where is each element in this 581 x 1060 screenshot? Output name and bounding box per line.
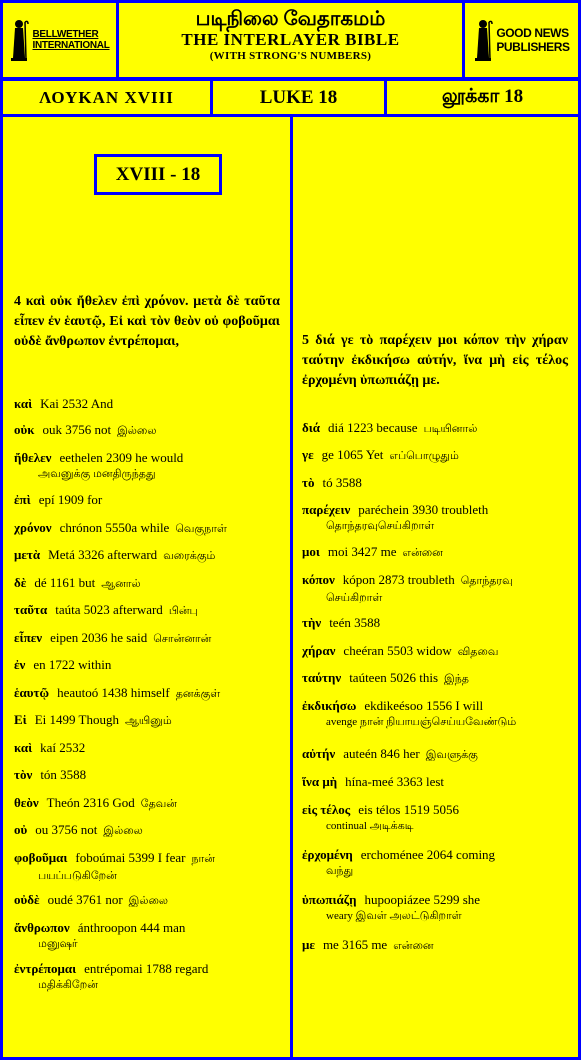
word-entry — [14, 739, 280, 756]
word-entry — [302, 446, 568, 465]
word-entry — [302, 669, 568, 688]
transliteration: eis télos 1519 5056 — [358, 802, 459, 817]
transliteration: heautoó 1438 himself — [57, 685, 170, 700]
word-entry — [14, 960, 280, 994]
tamil-gloss: இவளுக்கு — [425, 749, 478, 761]
verse-5-greek: 5 διά γε τὸ παρέχειν μοι κόπον τὴν χήραν ταύτην ἐκδικήσω αὐτήν, ἵνα μὴ εἰς τέλος ἐρχομένη ὑπωπιάζῃ με. — [302, 333, 568, 388]
transliteration: diá 1223 because — [328, 420, 418, 435]
greek-word: ἐκδικήσω — [302, 698, 357, 713]
title-subtitle: (WITH STRONG'S NUMBERS) — [209, 50, 372, 62]
tamil-gloss: வரைக்கும் — [163, 550, 216, 562]
word-entry — [302, 543, 568, 562]
greek-word: φοβοῦμαι — [14, 850, 68, 865]
shepherd-icon — [473, 18, 493, 62]
word-entry — [14, 794, 280, 813]
greek-word: εἰς τέλος — [302, 802, 351, 817]
transliteration: taúta 5023 afterward — [55, 602, 163, 617]
transliteration: paréchein 3930 troubleth — [358, 502, 489, 517]
greek-word: ἄνθρωπον — [14, 920, 70, 935]
good-news-logo — [462, 0, 581, 80]
tamil-gloss: விதவை — [457, 646, 499, 658]
word-entry — [14, 821, 280, 840]
tamil-gloss: தனக்குள் — [175, 688, 221, 700]
gloss-continuation: மனுஷர் — [38, 938, 78, 950]
tamil-gloss: வெகுநாள் — [175, 523, 227, 535]
word-entry — [14, 711, 280, 730]
greek-word: τὸ — [302, 475, 315, 490]
greek-word: γε — [302, 447, 314, 462]
transliteration: chrónon 5550a while — [59, 520, 170, 535]
transliteration: foboúmai 5399 I fear — [75, 850, 186, 865]
transliteration: tó 3588 — [322, 475, 362, 490]
title-tamil: படிநிலை வேதாகமம் — [195, 8, 386, 30]
greek-word: διά — [302, 420, 321, 435]
tab-tamil-title — [384, 78, 581, 117]
shepherd-icon — [9, 18, 29, 62]
bellwether-line1: BELLWETHER — [32, 29, 99, 40]
tamil-gloss: இல்லை — [128, 895, 169, 907]
greek-word: με — [302, 937, 315, 952]
tamil-gloss: சொன்னான் — [153, 633, 212, 645]
bellwether-line2: INTERNATIONAL — [32, 40, 110, 51]
word-entry — [14, 519, 280, 538]
transliteration: Ei 1499 Though — [34, 712, 119, 727]
greek-word: ταῦτα — [14, 602, 48, 617]
tamil-gloss: தேவன் — [140, 798, 177, 810]
greek-word: ἐρχομένη — [302, 847, 353, 862]
greek-word: Εἰ — [14, 712, 27, 727]
word-entry — [14, 684, 280, 703]
transliteration: moi 3427 me — [327, 544, 397, 559]
transliteration: entrépomai 1788 regard — [84, 961, 209, 976]
transliteration: eipen 2036 he said — [50, 630, 148, 645]
tamil-gloss: நான் — [191, 853, 215, 865]
word-entry — [14, 449, 280, 483]
tamil-gloss: பின்பு — [168, 605, 198, 617]
word-entry — [14, 629, 280, 648]
greek-word: ἵνα μὴ — [302, 774, 338, 789]
word-entry — [302, 642, 568, 661]
greek-word: καὶ — [14, 396, 33, 411]
word-entry — [14, 919, 280, 953]
greek-word: ὑπωπιάζῃ — [302, 892, 357, 907]
word-entry — [14, 656, 280, 673]
gloss-continuation: continual அடிக்கடி — [326, 820, 414, 832]
transliteration: ánthroopon 444 man — [77, 920, 186, 935]
greek-word: εἶπεν — [14, 630, 43, 645]
transliteration: ge 1065 Yet — [321, 447, 384, 462]
gloss-continuation: மதிக்கிறேன் — [38, 979, 98, 991]
word-entry — [302, 614, 568, 631]
transliteration: Kai 2532 And — [40, 396, 114, 411]
transliteration: cheéran 5503 widow — [343, 643, 452, 658]
transliteration: erchoménee 2064 coming — [360, 847, 496, 862]
word-entry — [14, 891, 280, 910]
tamil-gloss: படியினால் — [423, 423, 478, 435]
tab-english-title — [210, 78, 387, 117]
tamil-gloss: ஆனால் — [101, 578, 141, 590]
word-entry — [14, 421, 280, 440]
tab-tamil-label: லூக்கா 18 — [441, 85, 524, 107]
greek-word: ἐντρέπομαι — [14, 961, 77, 976]
gloss-continuation: பயப்படுகிறேன் — [38, 870, 117, 882]
word-entry — [302, 891, 568, 925]
tamil-gloss: தொந்தரவு — [460, 575, 513, 587]
transliteration: epí 1909 for — [38, 492, 103, 507]
gloss-continuation: weary இவள் அலட்டுகிறாள் — [326, 910, 462, 922]
good-news-line2: PUBLISHERS — [496, 40, 570, 54]
gloss-continuation: avenge நான் நியாயஞ்செய்யவேண்டும் — [326, 716, 517, 728]
transliteration: dé 1161 but — [34, 575, 96, 590]
greek-word: καὶ — [14, 740, 33, 755]
word-entry — [302, 846, 568, 880]
verse-4-greek: 4 καὶ οὐκ ἤθελεν ἐπὶ χρόνον. μετὰ δὲ ταῦτα εἶπεν ἐν ἑαυτῷ, Εἰ καὶ τὸν θεὸν οὐ φοβοῦμαι οὐδὲ ἄνθρωπον ἐντρέπομαι, — [14, 294, 280, 349]
greek-word: δὲ — [14, 575, 27, 590]
tamil-gloss: இல்லை — [103, 825, 143, 837]
greek-word: οὐδὲ — [14, 892, 40, 907]
greek-word: ταύτην — [302, 670, 342, 685]
word-entry — [14, 849, 280, 885]
chapter-label: XVIII - 18 — [94, 154, 222, 195]
greek-word: ἤθελεν — [14, 450, 52, 465]
word-entry — [14, 546, 280, 565]
word-entry — [302, 773, 568, 790]
tab-greek-title — [0, 78, 213, 117]
word-entry — [14, 491, 280, 508]
title-block — [116, 0, 465, 80]
title-english: THE INTERLAYER BIBLE — [181, 30, 400, 49]
tab-english-label: LUKE 18 — [259, 86, 338, 108]
tamil-gloss: இல்லை — [117, 425, 157, 437]
greek-word: τὴν — [302, 615, 322, 630]
transliteration: eethelen 2309 he would — [59, 450, 184, 465]
good-news-line1: GOOD NEWS — [496, 26, 569, 40]
greek-word: μετὰ — [14, 547, 41, 562]
tamil-gloss: எப்பொழுதும் — [389, 450, 459, 462]
tamil-gloss: என்னை — [402, 547, 443, 559]
greek-word: ἐν — [14, 657, 26, 672]
greek-word: ἑαυτῷ — [14, 685, 50, 700]
transliteration: ekdikeésoo 1556 I will — [364, 698, 484, 713]
word-entry — [302, 501, 568, 535]
transliteration: hupoopiázee 5299 she — [364, 892, 481, 907]
greek-word: ἐπὶ — [14, 492, 31, 507]
transliteration: taúteen 5026 this — [349, 670, 439, 685]
greek-word: τὸν — [14, 767, 33, 782]
transliteration: hína-meé 3363 lest — [345, 774, 445, 789]
greek-word: χήραν — [302, 643, 336, 658]
transliteration: ou 3756 not — [35, 822, 98, 837]
greek-word: μοι — [302, 544, 320, 559]
transliteration: Theón 2316 God — [46, 795, 135, 810]
greek-word: θεὸν — [14, 795, 39, 810]
tab-greek-label: ΛΟΥΚΑΝ XVIII — [39, 87, 174, 107]
transliteration: ouk 3756 not — [42, 422, 112, 437]
word-entry — [302, 419, 568, 438]
gloss-continuation: தொந்தரவுசெய்கிறாள் — [326, 520, 435, 532]
gloss-continuation: செய்கிறாள் — [326, 592, 383, 604]
transliteration: kaí 2532 — [40, 740, 86, 755]
word-entry — [14, 766, 280, 783]
gloss-continuation: அவனுக்கு மனதிருந்தது — [38, 468, 156, 480]
word-entry — [302, 936, 568, 955]
transliteration: oudé 3761 nor — [47, 892, 123, 907]
gloss-continuation: வந்து — [326, 865, 354, 877]
word-entry — [302, 697, 568, 731]
transliteration: Metá 3326 afterward — [48, 547, 158, 562]
word-entry — [14, 601, 280, 620]
word-entry — [14, 395, 280, 412]
bellwether-logo — [0, 0, 119, 80]
transliteration: tón 3588 — [40, 767, 87, 782]
transliteration: kópon 2873 troubleth — [342, 572, 455, 587]
transliteration: teén 3588 — [329, 615, 381, 630]
tamil-gloss: இந்த — [444, 673, 469, 685]
tamil-gloss: என்னை — [393, 940, 434, 952]
greek-word: παρέχειν — [302, 502, 351, 517]
tamil-gloss: ஆயினும் — [124, 715, 172, 727]
greek-word: κόπον — [302, 572, 335, 587]
word-entry — [302, 571, 568, 607]
greek-word: οὐ — [14, 822, 28, 837]
word-entry — [302, 801, 568, 835]
transliteration: me 3165 me — [322, 937, 388, 952]
word-entry — [14, 574, 280, 593]
word-entry — [302, 474, 568, 491]
greek-word: αὐτήν — [302, 746, 336, 761]
transliteration: en 1722 within — [33, 657, 112, 672]
word-entry — [302, 745, 568, 764]
transliteration: auteén 846 her — [343, 746, 420, 761]
greek-word: οὐκ — [14, 422, 35, 437]
greek-word: χρόνον — [14, 520, 52, 535]
